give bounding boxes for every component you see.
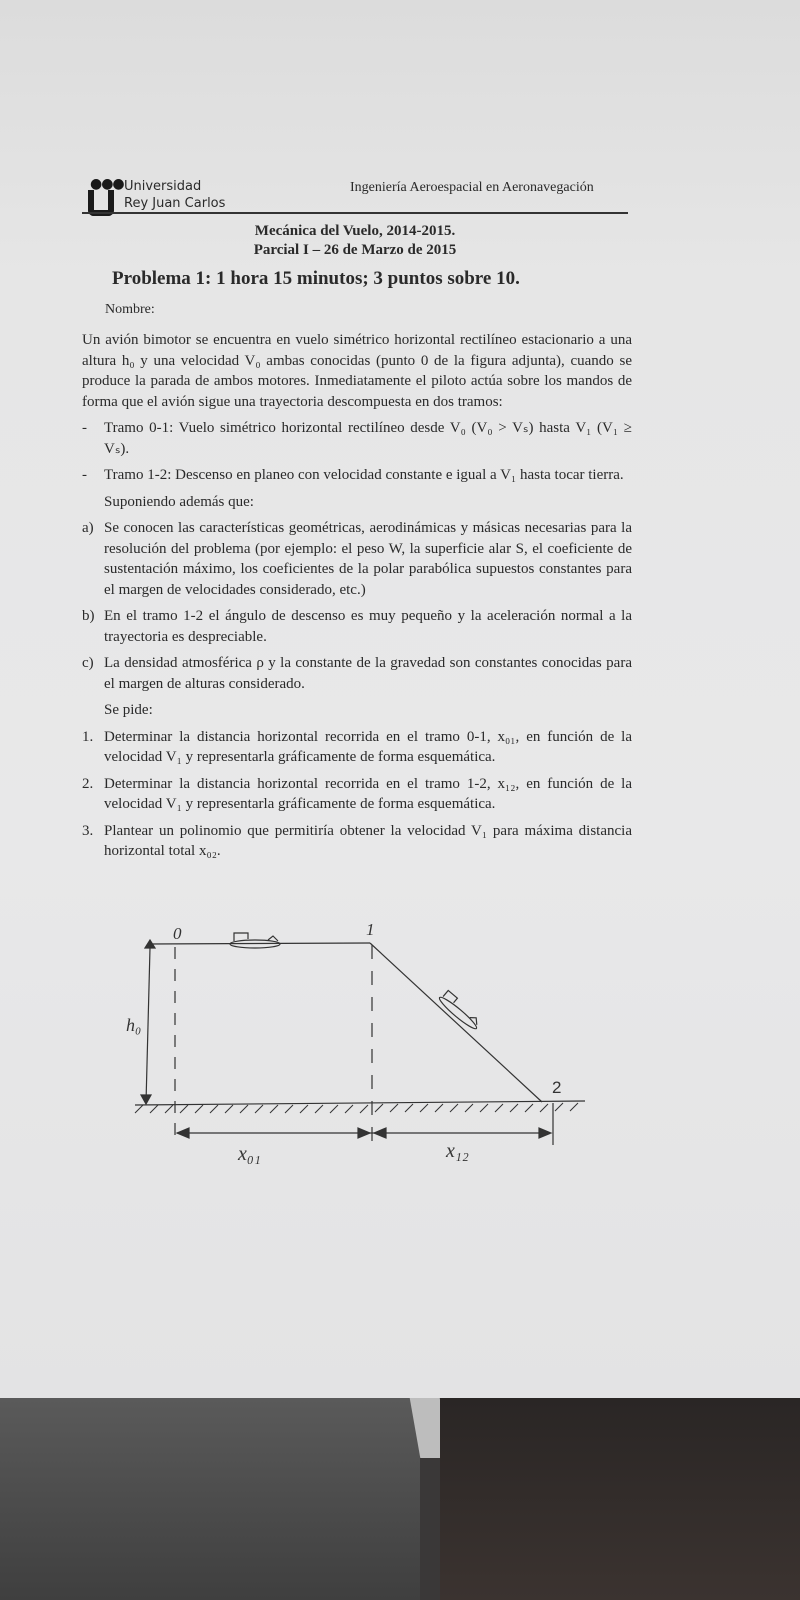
- item-marker: 2.: [82, 775, 94, 792]
- item-text: En el tramo 1-2 el ángulo de descenso es muy pequeño y la aceleración normal a la trayectoria es despreciable.: [104, 608, 632, 645]
- item-text: Tramo 1-2: Descenso en planeo con velocidad constante e igual a V₁ hasta tocar tierra.: [104, 467, 624, 483]
- item-marker: -: [82, 467, 87, 483]
- background-surface: [0, 1398, 420, 1600]
- assumption-item: [82, 606, 632, 647]
- question-item: [82, 821, 632, 862]
- department: Ingeniería Aeroespacial en Aeronavegación: [350, 180, 594, 195]
- x01-label: x₀₁: [238, 1143, 261, 1165]
- university-line1: Universidad: [124, 179, 202, 194]
- course-title: [0, 222, 710, 260]
- exam-date: Parcial I – 26 de Marzo de 2015: [253, 242, 457, 258]
- trajectory-sketch: [120, 915, 600, 1175]
- item-text: Tramo 0-1: Vuelo simétrico horizontal rectilíneo desde V₀ (V₀ > Vₛ) hasta V₁ (V₁ ≥ Vₛ).: [104, 420, 632, 457]
- problem-statement: [82, 330, 632, 862]
- intro-paragraph: Un avión bimotor se encuentra en vuelo simétrico horizontal rectilíneo estacionario a una altura h₀ y una velocidad V₀ ambas conocidas (punto 0 de la figura adjunta), cuando se produce la parada de ambos motores. Inmediatamente el piloto actúa sobre los mandos de forma que el avión sigue una trayectoria descompuesta en dos tramos:: [82, 332, 632, 410]
- item-text: Determinar la distancia horizontal recorrida en el tramo 0-1, x₀₁, en función de la velocidad V₁ y representarla gráficamente de forma esquemática.: [104, 728, 632, 765]
- point2-label: 2: [552, 1078, 562, 1097]
- point1-label: 1: [366, 920, 375, 939]
- header-divider: [82, 212, 628, 214]
- assumption-item: [82, 653, 632, 694]
- height-dimension-line: [146, 948, 150, 1103]
- item-text: Se conocen las características geométricas, aerodinámicas y másicas necesarias para la resolución del problema (por ejemplo: el peso W, la superficie alar S, el coeficiente de sustentación máximo, los coeficientes de la polar parabólica supuestos constantes para el margen de velocidades considerado, etc.): [104, 520, 632, 598]
- item-text: La densidad atmosférica ρ y la constante de la gravedad son constantes conocidas para el margen de alturas considerado.: [104, 655, 632, 692]
- item-marker: b): [82, 608, 95, 624]
- question-item: [82, 774, 632, 815]
- item-marker: c): [82, 655, 94, 671]
- item-text: Plantear un polinomio que permitiría obtener la velocidad V₁ para máxima distancia horizontal total x₀₂.: [104, 822, 632, 859]
- name-label: Nombre:: [105, 302, 155, 317]
- university-logo-icon: ●●●: [90, 176, 124, 192]
- item-text: Determinar la distancia horizontal recorrida en el tramo 1-2, x₁₂, en función de la velocidad V₁ y representarla gráficamente de forma esquemática.: [104, 775, 632, 812]
- level-flight-line: [148, 943, 370, 944]
- height-label: h₀: [126, 1015, 142, 1035]
- point0-label: 0: [173, 924, 182, 943]
- item-marker: 1.: [82, 728, 94, 745]
- course-name: Mecánica del Vuelo, 2014-2015.: [254, 223, 456, 239]
- question-item: [82, 727, 632, 768]
- item-marker: a): [82, 520, 94, 536]
- assumptions-label: Suponiendo además que:: [104, 493, 254, 510]
- item-marker: 3.: [82, 822, 94, 839]
- glide-path-line: [370, 943, 542, 1102]
- questions-label: Se pide:: [104, 702, 153, 718]
- tramo-item: [82, 465, 632, 486]
- airplane-gliding-icon: [437, 989, 483, 1031]
- tramo-item: [82, 418, 632, 459]
- university-name: [124, 178, 225, 212]
- problem-heading: Problema 1: 1 hora 15 minutos; 3 puntos sobre 10.: [112, 268, 520, 289]
- x12-label: x₁₂: [446, 1140, 469, 1162]
- assumption-item: [82, 518, 632, 600]
- university-line2: Rey Juan Carlos: [124, 196, 226, 211]
- airplane-level-icon: [230, 933, 280, 948]
- background-surface: [440, 1398, 800, 1600]
- item-marker: -: [82, 420, 87, 436]
